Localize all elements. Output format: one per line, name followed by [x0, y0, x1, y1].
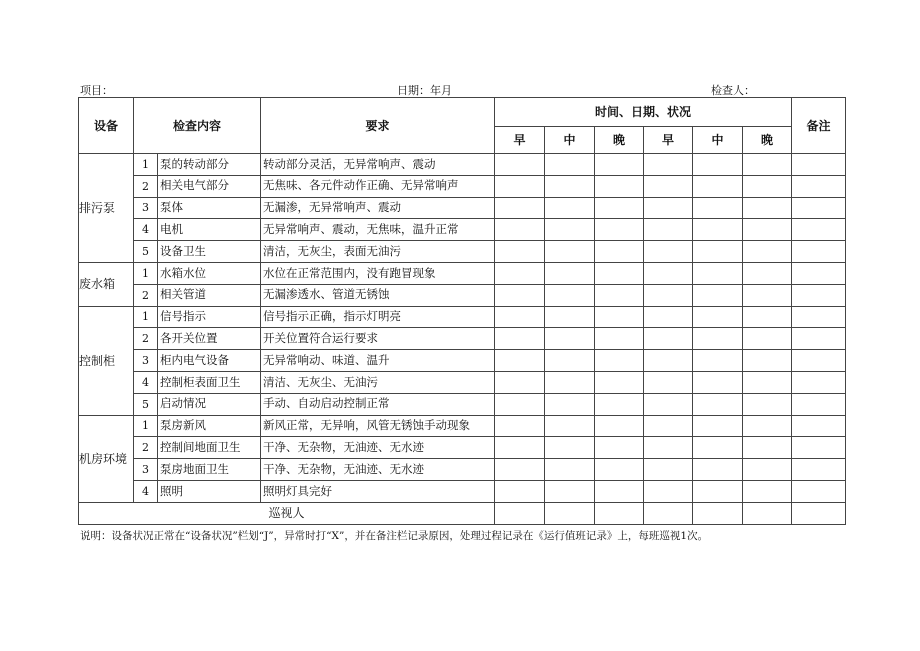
status-cell[interactable]	[595, 175, 644, 197]
status-cell[interactable]	[545, 393, 595, 415]
status-cell[interactable]	[595, 415, 644, 437]
header-device: 设备	[79, 98, 134, 154]
shift-header: 早	[495, 127, 545, 154]
item-number: 1	[134, 415, 158, 437]
remark-cell[interactable]	[792, 284, 846, 306]
status-cell[interactable]	[644, 306, 693, 328]
status-cell[interactable]	[545, 350, 595, 372]
check-item: 控制间地面卫生	[158, 437, 261, 459]
status-cell[interactable]	[743, 480, 792, 502]
remark-cell[interactable]	[792, 502, 846, 524]
table-row	[79, 175, 846, 197]
status-cell[interactable]	[693, 393, 743, 415]
requirement-text: 清洁、无灰尘、无油污	[261, 371, 495, 393]
requirement-text: 无漏渗透水、管道无锈蚀	[261, 284, 495, 306]
table-row	[79, 393, 846, 415]
remark-cell[interactable]	[792, 328, 846, 350]
status-cell[interactable]	[693, 241, 743, 263]
table-row	[79, 459, 846, 481]
status-cell[interactable]	[595, 459, 644, 481]
status-cell[interactable]	[595, 219, 644, 241]
patrol-signature-cell[interactable]	[495, 502, 545, 524]
status-cell[interactable]	[693, 154, 743, 176]
patrol-label: 巡视人	[79, 502, 495, 524]
status-cell[interactable]	[595, 241, 644, 263]
status-cell[interactable]	[693, 415, 743, 437]
item-number: 1	[134, 306, 158, 328]
status-cell[interactable]	[743, 154, 792, 176]
status-cell[interactable]	[545, 284, 595, 306]
requirement-text: 手动、自动启动控制正常	[261, 393, 495, 415]
status-cell[interactable]	[693, 437, 743, 459]
status-cell[interactable]	[545, 219, 595, 241]
status-cell[interactable]	[743, 262, 792, 284]
table-row	[79, 219, 846, 241]
table-row	[79, 480, 846, 502]
check-item: 各开关位置	[158, 328, 261, 350]
status-cell[interactable]	[545, 415, 595, 437]
requirement-text: 新风正常，无异响，风管无锈蚀手动现象	[261, 415, 495, 437]
table-row	[79, 350, 846, 372]
table-row	[79, 371, 846, 393]
table-row	[79, 241, 846, 263]
status-cell[interactable]	[545, 437, 595, 459]
status-cell[interactable]	[545, 154, 595, 176]
status-cell[interactable]	[495, 262, 545, 284]
status-cell[interactable]	[545, 197, 595, 219]
item-number: 2	[134, 175, 158, 197]
remark-cell[interactable]	[792, 262, 846, 284]
patrol-signature-cell[interactable]	[693, 502, 743, 524]
status-cell[interactable]	[595, 350, 644, 372]
device-cell: 机房环境	[79, 415, 134, 502]
remark-cell[interactable]	[792, 219, 846, 241]
remark-cell[interactable]	[792, 350, 846, 372]
shift-header: 中	[545, 127, 595, 154]
note-text: 说明：设备状况正常在“设备状况”栏划“J”，异常时打“X”，并在备注栏记录原因，处理过程记录在《运行值班记录》上，每班巡视1次。	[80, 530, 709, 542]
shift-header: 晚	[743, 127, 792, 154]
check-item: 电机	[158, 219, 261, 241]
status-cell[interactable]	[644, 350, 693, 372]
check-item: 信号指示	[158, 306, 261, 328]
status-cell[interactable]	[495, 175, 545, 197]
status-cell[interactable]	[595, 197, 644, 219]
status-cell[interactable]	[595, 306, 644, 328]
item-number: 3	[134, 350, 158, 372]
patrol-signature-cell[interactable]	[644, 502, 693, 524]
status-cell[interactable]	[545, 175, 595, 197]
item-number: 2	[134, 284, 158, 306]
requirement-text: 清洁，无灰尘，表面无油污	[261, 241, 495, 263]
status-cell[interactable]	[545, 480, 595, 502]
status-cell[interactable]	[545, 328, 595, 350]
remark-cell[interactable]	[792, 306, 846, 328]
status-cell[interactable]	[743, 459, 792, 481]
table-row	[79, 262, 846, 284]
requirement-text: 无漏渗，无异常响声、震动	[261, 197, 495, 219]
check-item: 启动情况	[158, 393, 261, 415]
header-requirement: 要求	[261, 98, 495, 154]
check-item: 泵房地面卫生	[158, 459, 261, 481]
status-cell[interactable]	[743, 437, 792, 459]
status-cell[interactable]	[743, 284, 792, 306]
status-cell[interactable]	[495, 241, 545, 263]
remark-cell[interactable]	[792, 480, 846, 502]
shift-header: 晚	[595, 127, 644, 154]
status-cell[interactable]	[693, 197, 743, 219]
status-cell[interactable]	[495, 393, 545, 415]
item-number: 4	[134, 371, 158, 393]
item-number: 2	[134, 328, 158, 350]
remark-cell[interactable]	[792, 241, 846, 263]
item-number: 2	[134, 437, 158, 459]
status-cell[interactable]	[644, 328, 693, 350]
item-number: 3	[134, 197, 158, 219]
status-cell[interactable]	[693, 328, 743, 350]
check-item: 柜内电气设备	[158, 350, 261, 372]
status-cell[interactable]	[644, 175, 693, 197]
status-cell[interactable]	[495, 371, 545, 393]
status-cell[interactable]	[743, 175, 792, 197]
requirement-text: 照明灯具完好	[261, 480, 495, 502]
status-cell[interactable]	[495, 415, 545, 437]
project-label: 项目：	[80, 84, 113, 97]
check-item: 泵房新风	[158, 415, 261, 437]
status-cell[interactable]	[545, 241, 595, 263]
status-cell[interactable]	[595, 437, 644, 459]
requirement-text: 无焦味、各元件动作正确、无异常响声	[261, 175, 495, 197]
status-cell[interactable]	[693, 219, 743, 241]
table-row	[79, 197, 846, 219]
patrol-signature-cell[interactable]	[743, 502, 792, 524]
status-cell[interactable]	[743, 197, 792, 219]
status-cell[interactable]	[693, 350, 743, 372]
requirement-text: 干净、无杂物，无油迹、无水迹	[261, 437, 495, 459]
status-cell[interactable]	[495, 219, 545, 241]
status-cell[interactable]	[644, 154, 693, 176]
status-cell[interactable]	[644, 415, 693, 437]
item-number: 5	[134, 393, 158, 415]
status-cell[interactable]	[693, 480, 743, 502]
status-cell[interactable]	[644, 262, 693, 284]
table-row	[79, 437, 846, 459]
inspection-table	[78, 97, 846, 525]
check-item: 泵的转动部分	[158, 154, 261, 176]
status-cell[interactable]	[545, 371, 595, 393]
status-cell[interactable]	[495, 437, 545, 459]
status-cell[interactable]	[595, 284, 644, 306]
item-number: 4	[134, 219, 158, 241]
requirement-text: 转动部分灵活，无异常响声、震动	[261, 154, 495, 176]
patrol-signature-cell[interactable]	[595, 502, 644, 524]
item-number: 1	[134, 154, 158, 176]
remark-cell[interactable]	[792, 197, 846, 219]
table-row	[79, 306, 846, 328]
status-cell[interactable]	[644, 197, 693, 219]
status-cell[interactable]	[545, 262, 595, 284]
status-cell[interactable]	[743, 393, 792, 415]
status-cell[interactable]	[644, 241, 693, 263]
check-item: 控制柜表面卫生	[158, 371, 261, 393]
status-cell[interactable]	[495, 459, 545, 481]
status-cell[interactable]	[644, 284, 693, 306]
status-cell[interactable]	[693, 459, 743, 481]
check-item: 水箱水位	[158, 262, 261, 284]
status-cell[interactable]	[595, 154, 644, 176]
device-cell: 废水箱	[79, 262, 134, 306]
header-time: 时间、日期、状况	[495, 98, 792, 127]
device-cell: 控制柜	[79, 306, 134, 415]
table-row	[79, 415, 846, 437]
requirement-text: 干净、无杂物，无油迹、无水迹	[261, 459, 495, 481]
check-item: 相关管道	[158, 284, 261, 306]
status-cell[interactable]	[495, 350, 545, 372]
table-row	[79, 284, 846, 306]
date-label: 日期：年月	[397, 84, 452, 97]
item-number: 4	[134, 480, 158, 502]
shift-header: 早	[644, 127, 693, 154]
status-cell[interactable]	[743, 328, 792, 350]
status-cell[interactable]	[693, 371, 743, 393]
item-number: 5	[134, 241, 158, 263]
check-item: 设备卫生	[158, 241, 261, 263]
status-cell[interactable]	[693, 175, 743, 197]
status-cell[interactable]	[743, 306, 792, 328]
status-cell[interactable]	[545, 459, 595, 481]
status-cell[interactable]	[495, 284, 545, 306]
status-cell[interactable]	[495, 480, 545, 502]
remark-cell[interactable]	[792, 459, 846, 481]
remark-cell[interactable]	[792, 437, 846, 459]
status-cell[interactable]	[595, 328, 644, 350]
status-cell[interactable]	[743, 219, 792, 241]
patrol-signature-cell[interactable]	[545, 502, 595, 524]
item-number: 3	[134, 459, 158, 481]
check-item: 照明	[158, 480, 261, 502]
shift-header: 中	[693, 127, 743, 154]
status-cell[interactable]	[644, 480, 693, 502]
status-cell[interactable]	[693, 306, 743, 328]
status-cell[interactable]	[743, 415, 792, 437]
status-cell[interactable]	[595, 480, 644, 502]
status-cell[interactable]	[595, 262, 644, 284]
status-cell[interactable]	[693, 284, 743, 306]
check-item: 泵体	[158, 197, 261, 219]
status-cell[interactable]	[743, 241, 792, 263]
remark-cell[interactable]	[792, 371, 846, 393]
remark-cell[interactable]	[792, 415, 846, 437]
requirement-text: 无异常响动、味道、温升	[261, 350, 495, 372]
requirement-text: 信号指示正确，指示灯明亮	[261, 306, 495, 328]
header-content: 检查内容	[134, 98, 261, 154]
header-remark: 备注	[792, 98, 846, 154]
status-cell[interactable]	[644, 437, 693, 459]
status-cell[interactable]	[743, 350, 792, 372]
status-cell[interactable]	[644, 393, 693, 415]
requirement-text: 开关位置符合运行要求	[261, 328, 495, 350]
status-cell[interactable]	[495, 306, 545, 328]
patrol-row	[79, 502, 846, 524]
status-cell[interactable]	[693, 262, 743, 284]
item-number: 1	[134, 262, 158, 284]
device-cell: 排污泵	[79, 154, 134, 263]
status-cell[interactable]	[644, 219, 693, 241]
remark-cell[interactable]	[792, 175, 846, 197]
status-cell[interactable]	[595, 371, 644, 393]
remark-cell[interactable]	[792, 393, 846, 415]
status-cell[interactable]	[495, 197, 545, 219]
status-cell[interactable]	[743, 371, 792, 393]
inspector-label: 检查人：	[711, 84, 755, 97]
check-item: 相关电气部分	[158, 175, 261, 197]
status-cell[interactable]	[644, 459, 693, 481]
status-cell[interactable]	[495, 154, 545, 176]
remark-cell[interactable]	[792, 154, 846, 176]
status-cell[interactable]	[545, 306, 595, 328]
status-cell[interactable]	[595, 393, 644, 415]
requirement-text: 无异常响声、震动，无焦味，温升正常	[261, 219, 495, 241]
table-row	[79, 154, 846, 176]
requirement-text: 水位在正常范围内，没有跑冒现象	[261, 262, 495, 284]
status-cell[interactable]	[644, 371, 693, 393]
table-row	[79, 328, 846, 350]
status-cell[interactable]	[495, 328, 545, 350]
